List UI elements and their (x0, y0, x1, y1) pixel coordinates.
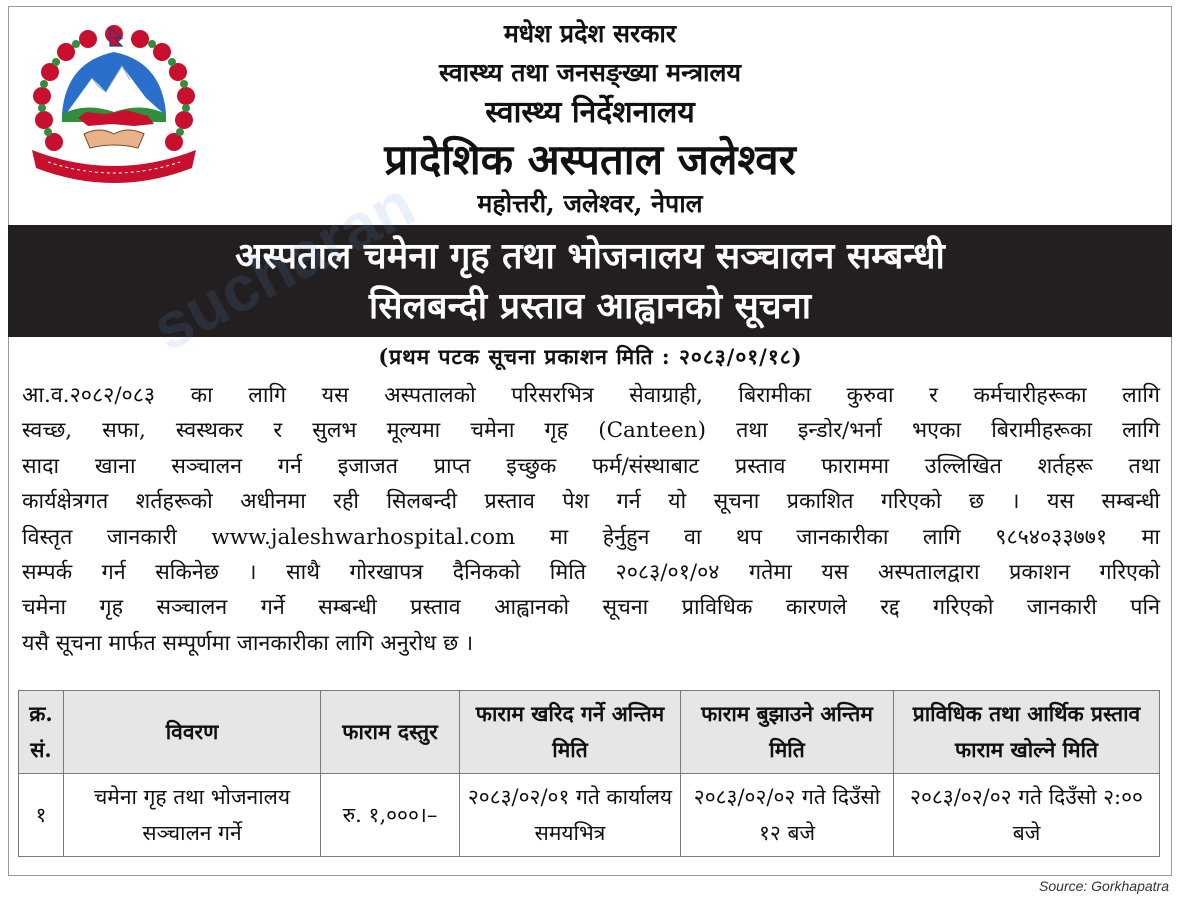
body-line-last: यसै सूचना मार्फत सम्पूर्णमा जानकारीका लागि अनुरोध छ । (22, 630, 474, 656)
body-line: आ.व.२०८२/०८३ का लागि यस अस्पतालको परिसरभित्र सेवाग्राही, बिरामीका कुरुवा र कर्मचारीहरूका लागि (22, 383, 1160, 408)
table-header-row (19, 691, 1160, 774)
cell-opening-date: २०८३/०२/०२ गते दिउँसो २:०० बजे (894, 774, 1160, 857)
header-ministry: स्वास्थ्य तथा जनसङ्ख्या मन्त्रालय (439, 58, 741, 87)
cell-purchase-deadline: २०८३/०२/०१ गते कार्यालय समयभित्र (460, 774, 681, 857)
source-credit: Source: Gorkhapatra (1039, 878, 1169, 894)
body-line: सादा खाना सञ्चालन गर्न इजाजत प्राप्त इच्छुक फर्म/संस्थाबाट प्रस्ताव फाराममा उल्लिखित शर्तहरू तथा (22, 453, 1160, 479)
header-form-fee: फाराम दस्तुर (321, 691, 460, 774)
tender-schedule-table (18, 690, 1160, 857)
notice-body (22, 378, 1160, 661)
header-submission-deadline: फाराम बुझाउने अन्तिम मिति (681, 691, 894, 774)
header-description: विवरण (64, 691, 321, 774)
body-line: चमेना गृह सञ्चालन गर्ने सम्बन्धी प्रस्ताव आह्वानको सूचना प्राविधिक कारणले रद्द गरिएको जानकारी पनि (22, 595, 1160, 621)
notice-title-banner (8, 225, 1172, 337)
header-opening-date: प्राविधिक तथा आर्थिक प्रस्ताव फाराम खोल्ने मिति (894, 691, 1160, 774)
cell-submission-deadline: २०८३/०२/०२ गते दिउँसो १२ बजे (681, 774, 894, 857)
header-hospital-name: प्रादेशिक अस्पताल जलेश्वर (384, 135, 796, 184)
header-serial-number: क्र. सं. (19, 691, 64, 774)
body-line: विस्तृत जानकारी www.jaleshwarhospital.com मा हेर्नुहुन वा थप जानकारीका लागि ९८५४०३३७७१ मा (22, 524, 1160, 550)
header-address: महोत्तरी, जलेश्वर, नेपाल (477, 189, 703, 218)
cell-form-fee: रु. १,०००।– (321, 774, 460, 857)
body-line: स्वच्छ, सफा, स्वस्थकर र सुलभ मूल्यमा चमेना गृह (Canteen) तथा इन्डोर/भर्ना भएका बिरामीहरूका लागि (22, 418, 1160, 444)
nepal-emblem-icon (26, 22, 202, 186)
header-directorate: स्वास्थ्य निर्देशनालय (485, 95, 695, 130)
table-row (19, 774, 1160, 857)
header-government: मधेश प्रदेश सरकार (503, 19, 677, 48)
body-line: सम्पर्क गर्न सकिनेछ । साथै गोरखापत्र दैनिकको मिति २०८३/०१/०४ गतेमा यस अस्पतालद्वारा प्रकाशन गरिएको (22, 560, 1160, 586)
header-purchase-deadline: फाराम खरिद गर्ने अन्तिम मिति (460, 691, 681, 774)
body-line: कार्यक्षेत्रगत शर्तहरूको अधीनमा रही सिलबन्दी प्रस्ताव पेश गर्न यो सूचना प्रकाशित गरिएको छ । यस सम्बन्धी (22, 489, 1160, 515)
publication-date: (प्रथम पटक सूचना प्रकाशन मिति : २०८३/०१/१८) (378, 344, 803, 369)
notice-title-line-2: सिलबन्दी प्रस्ताव आह्वानको सूचना (368, 285, 812, 327)
cell-serial-number: १ (19, 774, 64, 857)
cell-description: चमेना गृह तथा भोजनालय सञ्चालन गर्ने (64, 774, 321, 857)
notice-title-line-1: अस्पताल चमेना गृह तथा भोजनालय सञ्चालन सम्बन्धी (235, 235, 945, 277)
